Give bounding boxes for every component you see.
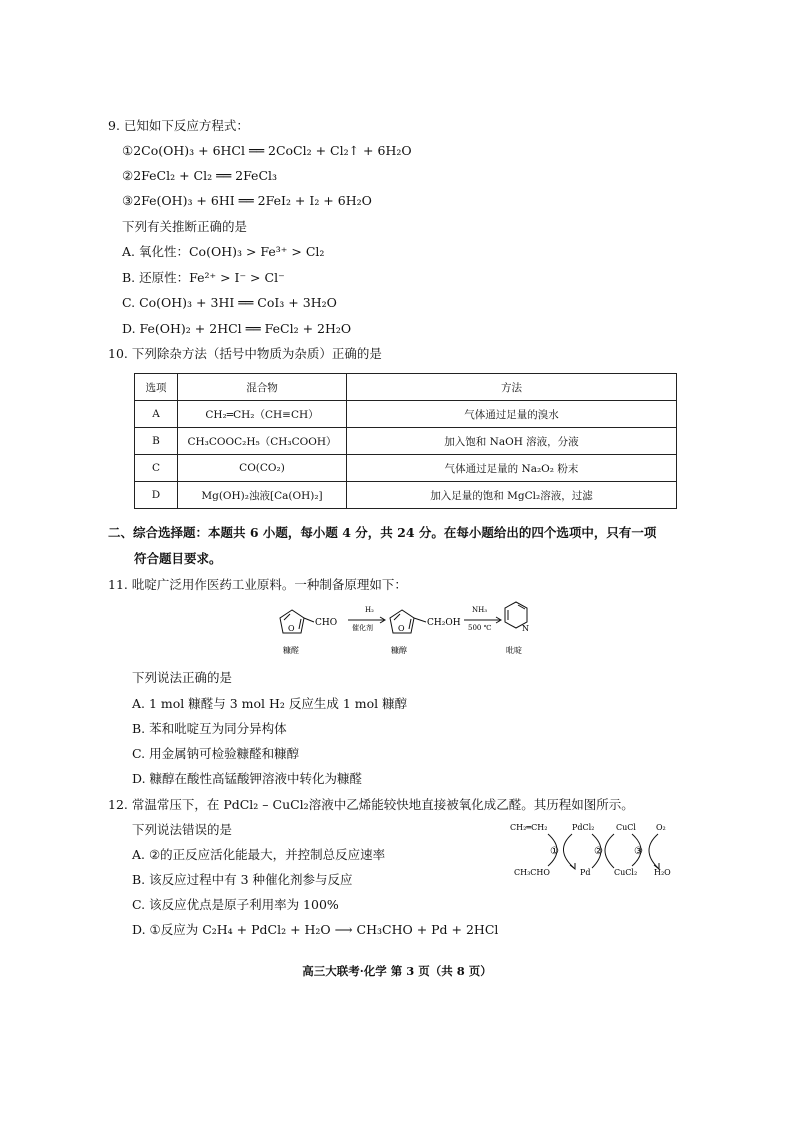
table-header: 混合物 [178,374,347,401]
furan-oxygen-label: O [288,624,295,633]
ch2oh-label: CH₂OH [427,618,461,628]
pyridine-name: 吡啶 [506,646,522,655]
step-3-marker: ③ [634,846,643,857]
ethylene-label: CH₂═CH₂ [510,823,548,832]
q12-option-b: B. 该反应过程中有 3 种催化剂参与反应 [132,872,353,887]
catalyst-label: 催化剂 [352,624,373,632]
pd-label: Pd [580,868,591,877]
temperature-label: 500 ℃ [468,624,492,632]
q11-option-c: C. 用金属钠可检验糠醛和糠醇 [132,746,300,761]
step-1-marker: ① [550,846,559,857]
table-cell: CH₂═CH₂（CH≡CH） [178,401,347,428]
q9-prompt: 下列有关推断正确的是 [122,219,248,234]
table-cell: 气体通过足量的 Na₂O₂ 粉末 [347,455,677,482]
q11-stem: 11. 吡啶广泛用作医药工业原料。一种制备原理如下： [108,577,407,592]
table-header: 选项 [135,374,178,401]
table-cell: D [135,482,178,509]
step-2-marker: ② [594,846,603,857]
q9-equation-2: ②2FeCl₂ + Cl₂ ══ 2FeCl₃ [122,168,278,183]
table-cell: 气体通过足量的溴水 [347,401,677,428]
pdcl2-label: PdCl₂ [572,823,595,832]
table-header: 方法 [347,374,677,401]
q11-option-a: A. 1 mol 糠醛与 3 mol H₂ 反应生成 1 mol 糠醇 [132,696,408,711]
cucl2-label: CuCl₂ [614,868,638,877]
q9-option-a: A. 氧化性：Co(OH)₃ > Fe³⁺ > Cl₂ [122,244,325,259]
table-cell: CH₃COOC₂H₅（CH₃COOH） [178,428,347,455]
table-cell: C [135,455,178,482]
q9-equation-1: ①2Co(OH)₃ + 6HCl ══ 2CoCl₂ + Cl₂↑ + 6H₂O [122,143,412,158]
table-cell: CO(CO₂) [178,455,347,482]
q12-mechanism-diagram [508,818,683,883]
furan-oxygen-label: O [398,624,405,633]
table-cell: 加入足量的饱和 MgCl₂溶液，过滤 [347,482,677,509]
cucl-label: CuCl [616,823,636,832]
page-footer: 高三大联考·化学 第 3 页（共 8 页） [302,964,492,978]
q9-option-d: D. Fe(OH)₂ + 2HCl ══ FeCl₂ + 2H₂O [122,321,352,336]
q11-prompt: 下列说法正确的是 [132,670,233,685]
table-cell: 加入饱和 NaOH 溶液，分液 [347,428,677,455]
furfural-name: 糠醛 [283,646,299,655]
o2-label: O₂ [656,823,666,832]
nh3-label: NH₃ [472,606,488,614]
table-row [135,401,677,428]
section-heading: 二、综合选择题：本题共 6 小题，每小题 4 分，共 24 分。在每小题给出的四个选项中，只有一项 [108,525,657,540]
q11-reaction-scheme [270,600,540,660]
q9-option-b: B. 还原性：Fe²⁺ > I⁻ > Cl⁻ [122,270,285,285]
h2-label: H₂ [365,606,374,614]
table-cell: B [135,428,178,455]
table-cell: Mg(OH)₂浊液[Ca(OH)₂] [178,482,347,509]
table-row [135,428,677,455]
section-heading-cont: 符合题目要求。 [134,551,222,566]
q9-equation-3: ③2Fe(OH)₃ + 6HI ══ 2FeI₂ + I₂ + 6H₂O [122,193,372,208]
table-row [135,482,677,509]
q12-option-d: D. ①反应为 C₂H₄ + PdCl₂ + H₂O ⟶ CH₃CHO + Pd + 2HCl [132,922,499,937]
water-label: H₂O [654,868,671,877]
acetaldehyde-label: CH₃CHO [514,868,550,877]
q9-option-c: C. Co(OH)₃ + 3HI ══ CoI₃ + 3H₂O [122,295,337,310]
q10-options-table [134,373,677,509]
q12-option-a: A. ②的正反应活化能最大，并控制总反应速率 [132,847,386,862]
furfuryl-alcohol-name: 糠醇 [391,646,407,655]
table-header-row [135,374,677,401]
q9-stem: 9. 已知如下反应方程式： [108,118,249,133]
table-row [135,455,677,482]
q12-stem: 12. 常温常压下，在 PdCl₂ – CuCl₂溶液中乙烯能较快地直接被氧化成乙醛。其历程如图所示。 [108,797,634,812]
table-cell: A [135,401,178,428]
cho-label: CHO [315,618,338,628]
q12-prompt: 下列说法错误的是 [132,822,233,837]
q12-option-c: C. 该反应优点是原子利用率为 100% [132,897,339,912]
pyridine-n-label: N [522,624,529,633]
q11-option-b: B. 苯和吡啶互为同分异构体 [132,721,287,736]
q10-stem: 10. 下列除杂方法（括号中物质为杂质）正确的是 [108,346,382,361]
q11-option-d: D. 糠醇在酸性高锰酸钾溶液中转化为糠醛 [132,771,363,786]
